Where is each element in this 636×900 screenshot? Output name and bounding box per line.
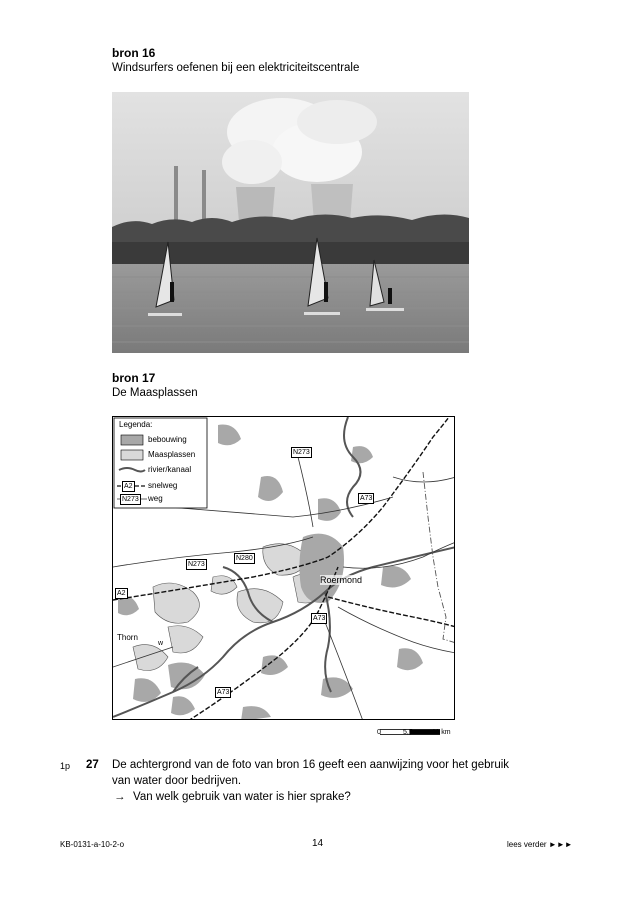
map-label-a73-sw: A73 xyxy=(217,689,230,696)
map-label-a73-mid: A73 xyxy=(313,615,326,622)
source-16-heading: bron 16 xyxy=(112,46,156,60)
map-label-n273-left: N273 xyxy=(188,561,205,568)
legend-highway-label: snelweg xyxy=(148,481,178,490)
map-scale-bar xyxy=(380,722,440,728)
source-16-caption: Windsurfers oefenen bij een elektriciteitscentrale xyxy=(112,62,360,74)
map-label-w: w xyxy=(158,640,164,647)
scale-label-zero: 0 xyxy=(377,729,381,736)
question-points: 1p xyxy=(60,761,71,771)
legend-road-label: weg xyxy=(148,494,163,503)
question-text-line1: De achtergrond van de foto van bron 16 geeft een aanwijzing voor het gebruik xyxy=(112,759,510,771)
source-17-heading: bron 17 xyxy=(112,371,156,385)
map-label-a2: A2 xyxy=(117,590,126,597)
question-prompt: Van welk gebruik van water is hier sprake? xyxy=(133,791,351,803)
scale-label-end: 11 km xyxy=(432,729,451,736)
source-17-caption: De Maasplassen xyxy=(112,387,198,399)
question-text-line2: van water door bedrijven. xyxy=(112,775,242,787)
legend-road-code: N273 xyxy=(122,496,139,503)
footer-exam-code: KB-0131-a-10-2-o xyxy=(60,840,125,849)
question-arrow: → xyxy=(114,791,126,803)
scale-label-mid: 5,5 xyxy=(403,729,413,736)
legend-title: Legenda: xyxy=(119,420,153,429)
map-label-n273-top: N273 xyxy=(293,449,310,456)
legend-highway-code: A2 xyxy=(124,483,133,490)
legend-buildings-swatch xyxy=(121,435,143,445)
power-plant-photo xyxy=(112,92,469,353)
maasplassen-map xyxy=(112,416,455,720)
map-label-roermond: Roermond xyxy=(320,575,363,585)
legend-lakes-label: Maasplassen xyxy=(148,450,196,459)
legend-lakes-swatch xyxy=(121,450,143,460)
legend-buildings-label: bebouwing xyxy=(148,435,187,444)
question-number: 27 xyxy=(86,759,99,771)
map-label-a73-ne: A73 xyxy=(360,495,373,502)
footer-continue: lees verder ►►► xyxy=(507,840,573,849)
map-label-thorn: Thorn xyxy=(117,633,138,642)
legend-river-label: rivier/kanaal xyxy=(148,465,192,474)
map-label-n280: N280 xyxy=(236,555,253,562)
footer-page-number: 14 xyxy=(312,838,324,849)
